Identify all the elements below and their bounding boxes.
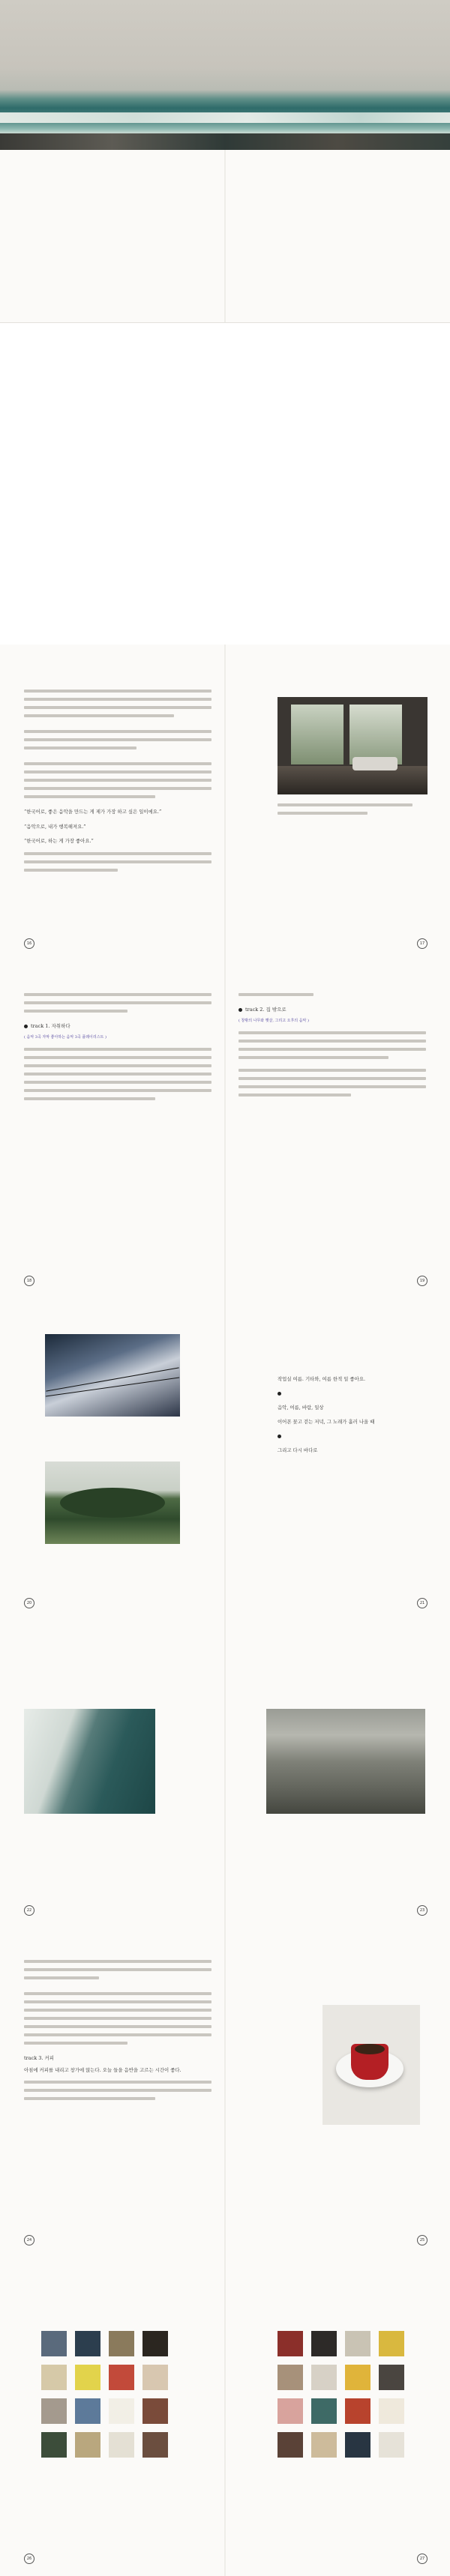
album-cover xyxy=(345,2432,370,2458)
page-number: 19 xyxy=(417,1276,428,1286)
album-cover xyxy=(379,2365,404,2390)
album-cover xyxy=(75,2365,100,2390)
spread-3 xyxy=(0,963,450,1301)
coffee-photo xyxy=(322,2005,420,2125)
album-cover xyxy=(109,2365,134,2390)
quote: “한국어로, 하는 게 가장 좋아요.” xyxy=(24,838,94,844)
shore-photo xyxy=(24,1709,155,1814)
left-body xyxy=(24,690,212,877)
album-cover xyxy=(41,2432,67,2458)
album-cover xyxy=(379,2398,404,2424)
page-number: 25 xyxy=(417,2235,428,2245)
gutter xyxy=(224,1623,226,1930)
album-cover xyxy=(41,2331,67,2356)
track-note: ( 창밖의 나무와 햇살, 그리고 오후의 음악 ) xyxy=(238,1018,309,1023)
rocks xyxy=(0,133,450,150)
page-number: 27 xyxy=(417,2554,428,2564)
album-cover xyxy=(278,2432,303,2458)
sea-photo xyxy=(0,0,450,150)
album-cover xyxy=(379,2432,404,2458)
page-number: 23 xyxy=(417,1905,428,1916)
quote: “한국어로, 좋은 음악을 만드는 게 제가 가장 하고 싶은 일이에요.” xyxy=(24,809,162,815)
page-number: 18 xyxy=(24,1276,34,1286)
left-body xyxy=(24,993,212,1105)
album-cover xyxy=(75,2331,100,2356)
album-cover xyxy=(311,2365,337,2390)
page-number: 20 xyxy=(24,1598,34,1608)
right-caption xyxy=(278,803,428,820)
album-cover xyxy=(311,2331,337,2356)
album-cover xyxy=(345,2331,370,2356)
page-number: 22 xyxy=(24,1905,34,1916)
gutter xyxy=(224,1300,226,1623)
page-number: 24 xyxy=(24,2235,34,2245)
album-cover xyxy=(142,2432,168,2458)
gutter xyxy=(224,1930,226,2260)
track-heading: track 3. 커피 xyxy=(24,2055,55,2061)
left-body xyxy=(24,1960,212,2105)
spread-6 xyxy=(0,1930,450,2260)
album-cover xyxy=(142,2398,168,2424)
album-grid-left xyxy=(41,2331,167,2488)
album-cover xyxy=(379,2331,404,2356)
quote: “음악으로, 내가 행복해져요.” xyxy=(24,823,86,830)
album-cover xyxy=(345,2365,370,2390)
album-cover xyxy=(41,2398,67,2424)
line: 그리고 다시 바다로 xyxy=(278,1447,318,1453)
album-cover xyxy=(109,2331,134,2356)
spread-7 xyxy=(0,2260,450,2576)
water-photo xyxy=(266,1709,425,1814)
track-note: ( 음악 3곡 자막 좋아하는 음악 3곡 플레이리스트 ) xyxy=(24,1034,106,1040)
page-number: 17 xyxy=(417,938,428,949)
right-text xyxy=(278,1375,428,1461)
spread-4 xyxy=(0,1300,450,1623)
album-cover xyxy=(142,2365,168,2390)
spread-5 xyxy=(0,1623,450,1931)
page-number: 21 xyxy=(417,1598,428,1608)
wave-foam xyxy=(0,112,450,123)
gutter xyxy=(224,963,226,1300)
tree-photo xyxy=(45,1462,180,1544)
track-heading: track 1. 자취하다 xyxy=(24,1022,212,1031)
line: 이어폰 꽂고 걷는 저녁, 그 노래가 흘러 나올 때 xyxy=(278,1419,375,1425)
gutter xyxy=(224,645,226,963)
paragraph: 아침에 커피를 내리고 창가에 앉는다. 오늘 들을 음반을 고르는 시간이 좋다. xyxy=(24,2066,182,2073)
room-photo xyxy=(278,697,428,794)
album-cover xyxy=(311,2432,337,2458)
album-cover xyxy=(278,2331,303,2356)
album-cover xyxy=(109,2398,134,2424)
album-cover xyxy=(41,2365,67,2390)
spread-2 xyxy=(0,645,450,964)
album-cover xyxy=(75,2398,100,2424)
page-number: 26 xyxy=(24,2554,34,2564)
album-cover xyxy=(278,2365,303,2390)
track-heading: track 2. 집 밖으로 xyxy=(238,1006,426,1015)
line: 음악, 여름, 바람, 일상 xyxy=(278,1404,324,1411)
line: 작업실 여름. 기타와, 여름 한적 일 좋아요. xyxy=(278,1376,366,1382)
album-cover xyxy=(75,2432,100,2458)
album-cover xyxy=(142,2331,168,2356)
album-cover xyxy=(278,2398,303,2424)
spread-cover xyxy=(0,0,450,323)
page-number: 16 xyxy=(24,938,34,949)
album-cover xyxy=(109,2432,134,2458)
album-grid-right xyxy=(278,2331,404,2488)
album-cover xyxy=(345,2398,370,2424)
sky-wire-photo xyxy=(45,1334,180,1417)
album-cover xyxy=(311,2398,337,2424)
gutter xyxy=(224,2260,226,2576)
gutter xyxy=(224,150,226,322)
right-body xyxy=(238,993,426,1102)
